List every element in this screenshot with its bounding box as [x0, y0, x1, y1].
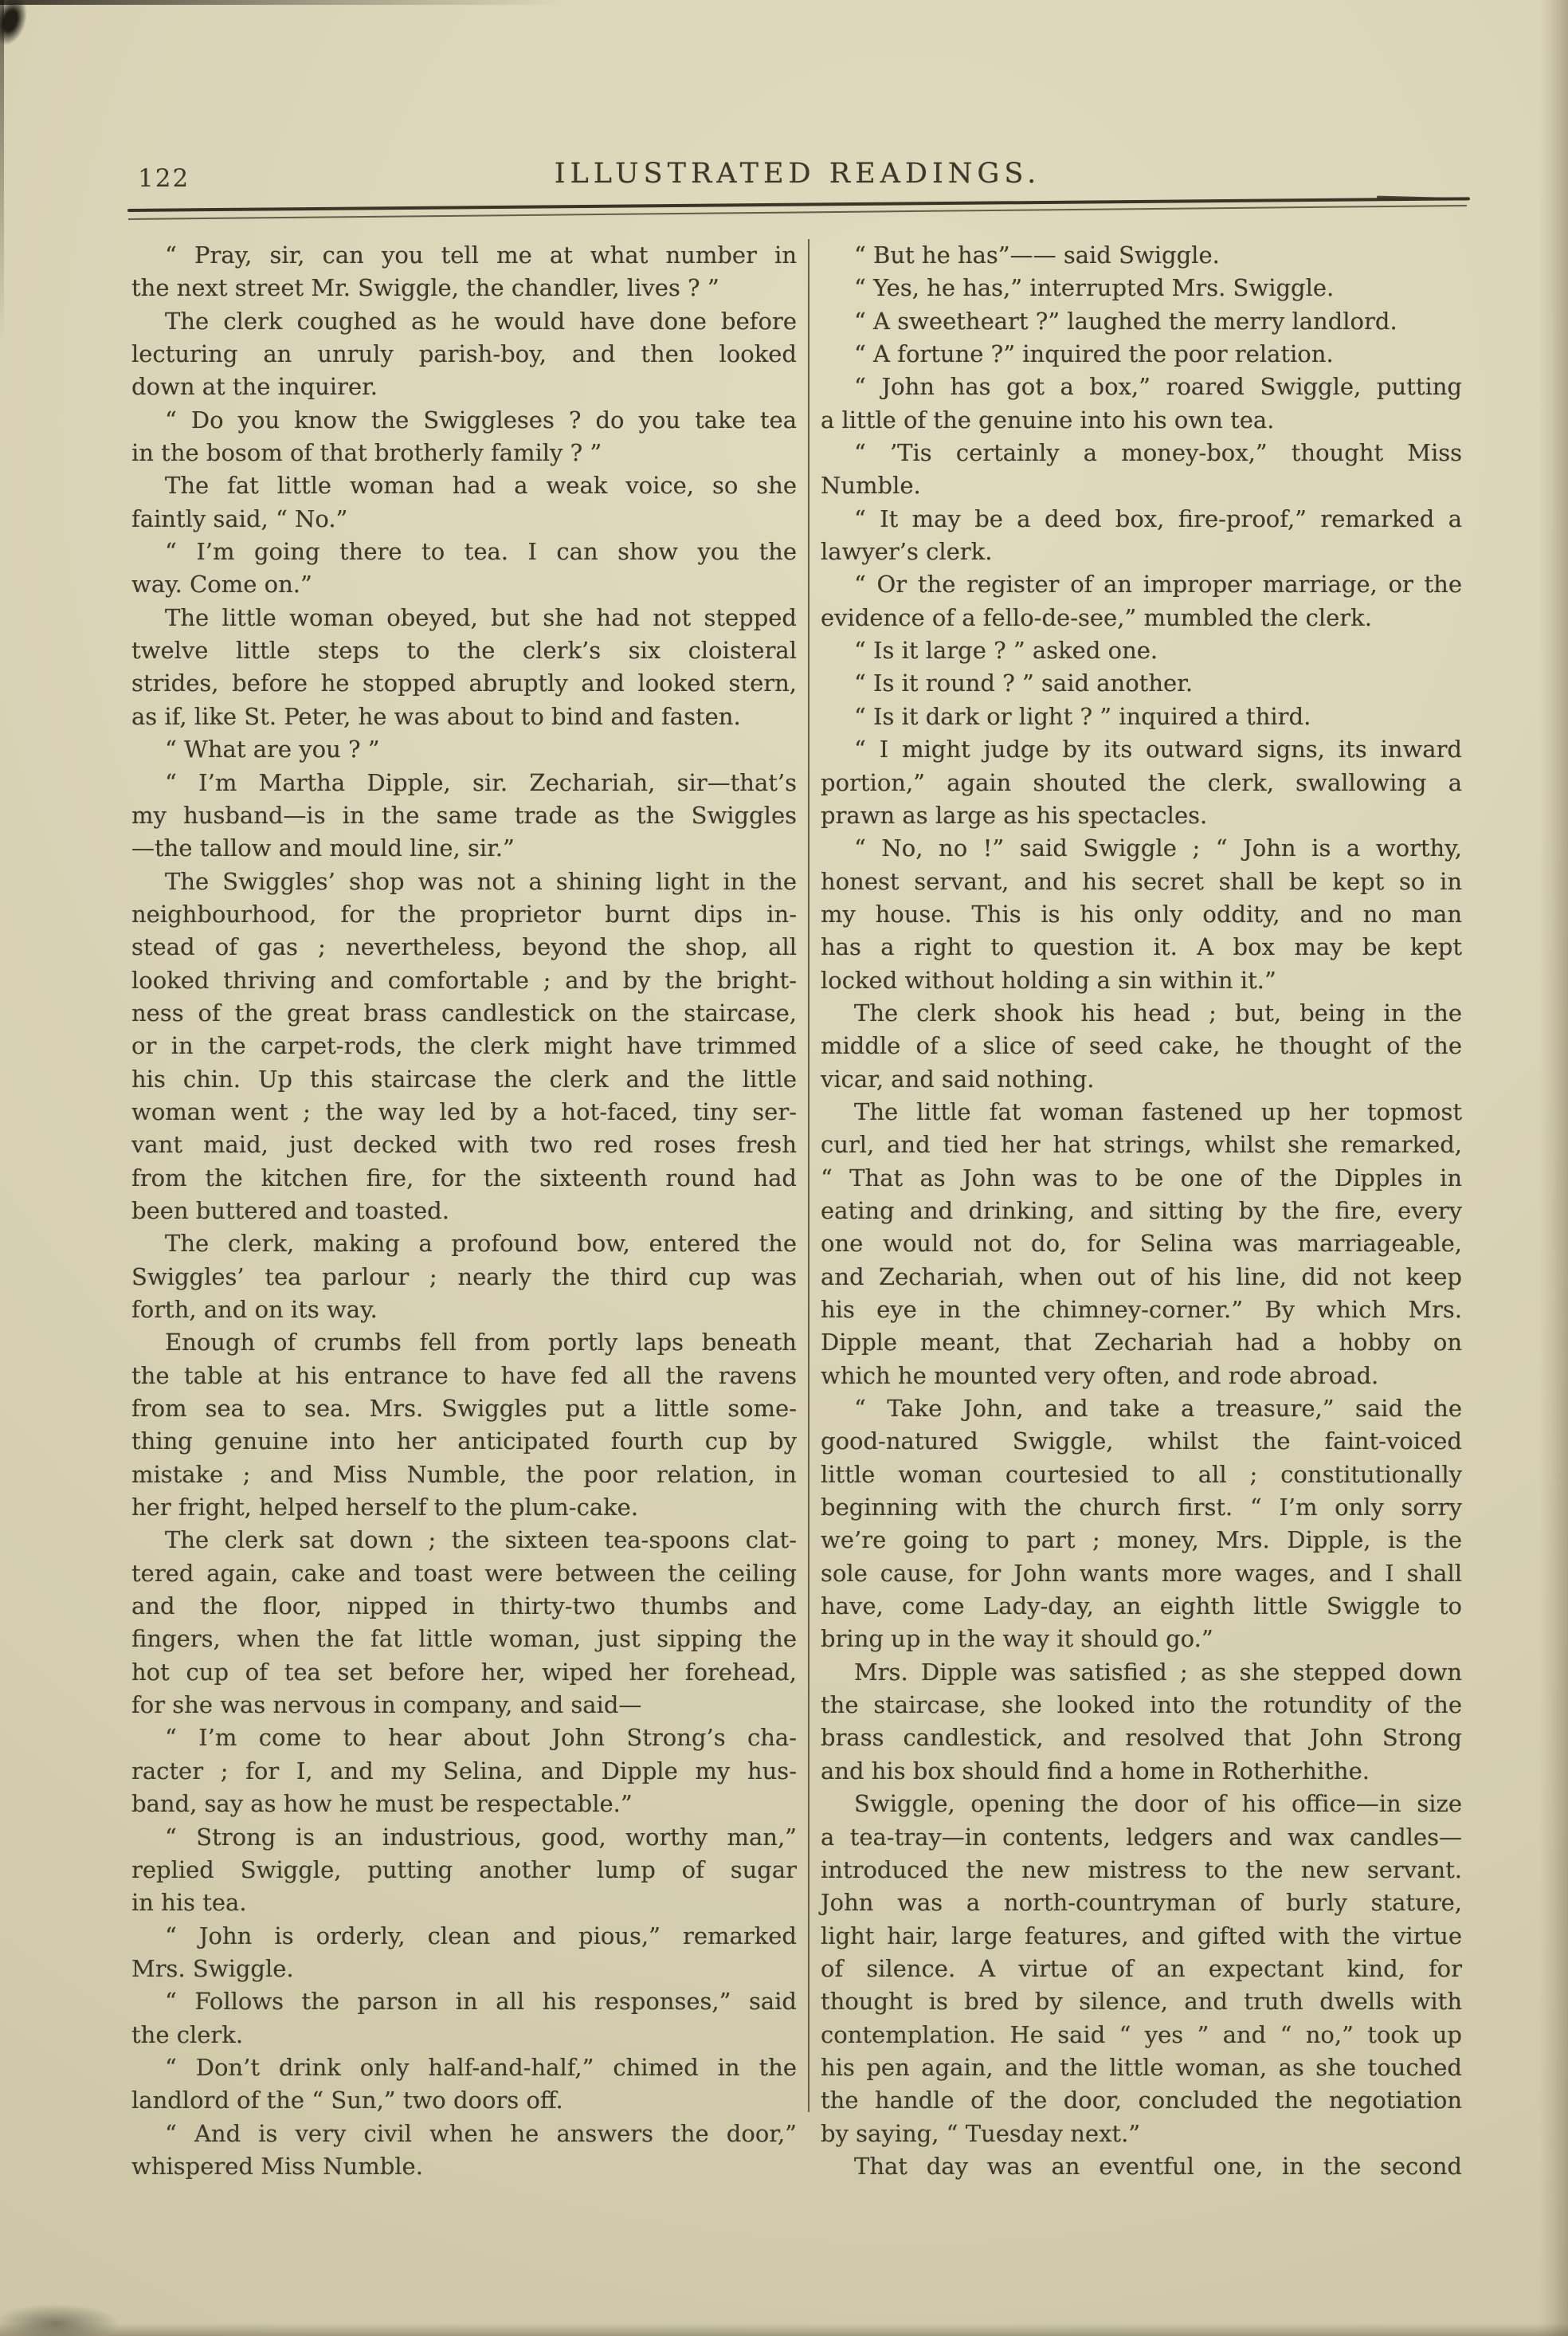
text-line: “ Is it dark or light ? ” inquired a third. [854, 702, 1311, 730]
text-line: thought is bred by silence, and truth dwells with [821, 1988, 1462, 2016]
text-line: down at the inquirer. [131, 373, 378, 401]
text-line: The clerk shook his head ; but, being in the [854, 999, 1462, 1027]
scan-edge-right [1539, 0, 1568, 2336]
text-line: from sea to sea. Mrs. Swiggles put a little some- [131, 1395, 797, 1423]
text-line: locked without holding a sin within it.” [821, 966, 1276, 994]
left-column [131, 239, 797, 2183]
text-line: lawyer’s clerk. [821, 538, 993, 566]
text-line: “ I’m Martha Dipple, sir. Zechariah, sir—that’s [165, 768, 797, 796]
text-line: racter ; for I, and my Selina, and Dipple my hus- [131, 1757, 797, 1784]
text-line: we’re going to part ; money, Mrs. Dipple, is the [821, 1526, 1462, 1554]
text-line: one would not do, for Selina was marriageable, [821, 1230, 1462, 1258]
text-line: and Zechariah, when out of his line, did not keep [821, 1262, 1462, 1290]
text-line: Numble. [821, 472, 921, 500]
text-line: vicar, and said nothing. [821, 1065, 1095, 1093]
text-line: in the bosom of that brotherly family ? ” [131, 439, 602, 467]
text-line: his eye in the chimney-corner.” By which Mrs. [821, 1296, 1462, 1323]
text-line: “ Don’t drink only half-and-half,” chimed in the [165, 2053, 797, 2081]
text-line: introduced the new mistress to the new servant. [821, 1855, 1462, 1883]
text-line: “ Follows the parson in all his responses,” said [165, 1988, 797, 2016]
text-line: has a right to question it. A box may be kept [821, 933, 1462, 961]
scan-edge-top [0, 0, 562, 5]
right-column [821, 239, 1462, 2183]
text-line: Dipple meant, that Zechariah had a hobby on [821, 1329, 1462, 1356]
text-line: way. Come on.” [131, 571, 312, 599]
text-line: The Swiggles’ shop was not a shining light in the [165, 867, 797, 895]
text-line: “ That as John was to be one of the Dipples in [821, 1164, 1462, 1192]
text-line: my husband—is in the same trade as the Swiggles [131, 801, 797, 829]
text-line: “ But he has”—— said Swiggle. [854, 241, 1220, 269]
text-line: the table at his entrance to have fed all the ravens [131, 1361, 797, 1389]
text-line: evidence of a fello-de-see,” mumbled the clerk. [821, 603, 1372, 631]
text-line: replied Swiggle, putting another lump of sugar [131, 1855, 797, 1883]
text-line: The fat little woman had a weak voice, so she [165, 472, 797, 500]
text-line: hot cup of tea set before her, wiped her forehead, [131, 1658, 797, 1686]
text-columns [131, 239, 1464, 2183]
text-line: fingers, when the fat little woman, just sipping the [131, 1625, 797, 1653]
text-line: “ I might judge by its outward signs, its inward [854, 736, 1462, 764]
text-line: “ Yes, he has,” interrupted Mrs. Swiggle. [854, 274, 1335, 302]
text-line: his pen again, and the little woman, as she touched [821, 2053, 1462, 2081]
text-line: The clerk sat down ; the sixteen tea-spoons clat- [165, 1526, 797, 1554]
text-line: from the kitchen fire, for the sixteenth round had [131, 1164, 797, 1192]
text-line: a tea-tray—in contents, ledgers and wax candles— [821, 1823, 1462, 1851]
text-line: the clerk. [131, 2020, 244, 2048]
text-line: —the tallow and mould line, sir.” [131, 834, 515, 862]
text-line: The clerk coughed as he would have done before [165, 307, 797, 335]
text-line: “ Strong is an industrious, good, worthy man,” [165, 1823, 797, 1851]
text-line: Mrs. Dipple was satisfied ; as she stepped down [854, 1658, 1462, 1686]
column-divider [808, 239, 809, 2112]
running-head [131, 158, 1464, 201]
text-line: which he mounted very often, and rode abroad. [821, 1361, 1379, 1389]
text-line: landlord of the “ Sun,” two doors off. [131, 2087, 563, 2114]
text-line: “ Or the register of an improper marriage, or the [854, 571, 1462, 599]
text-line: stead of gas ; nevertheless, beyond the shop, all [131, 933, 797, 961]
text-line: vant maid, just decked with two red roses fresh [131, 1131, 797, 1159]
text-line: curl, and tied her hat strings, whilst she remarked, [821, 1131, 1462, 1159]
text-line: twelve little steps to the clerk’s six cloisteral [131, 637, 797, 665]
text-line: Swiggles’ tea parlour ; nearly the third cup was [131, 1262, 797, 1290]
text-line: her fright, helped herself to the plum-cake. [131, 1494, 639, 1521]
text-line: for she was nervous in company, and said— [131, 1691, 642, 1719]
text-line: thing genuine into her anticipated fourth cup by [131, 1427, 797, 1455]
text-line: of silence. A virtue of an expectant kind, for [821, 1954, 1462, 1982]
text-line: and the floor, nipped in thirty-two thumbs and [131, 1592, 797, 1620]
text-line: “ A fortune ?” inquired the poor relation. [854, 340, 1334, 368]
text-line: have, come Lady-day, an eighth little Swiggle to [821, 1592, 1462, 1620]
text-line: whispered Miss Numble. [131, 2152, 423, 2180]
text-line: neighbourhood, for the proprietor burnt dips in- [131, 900, 797, 928]
text-line: the handle of the door, concluded the negotiation [821, 2087, 1462, 2114]
text-line: portion,” again shouted the clerk, swallowing a [821, 768, 1462, 796]
text-line: by saying, “ Tuesday next.” [821, 2119, 1141, 2147]
text-line: “ Do you know the Swiggleses ? do you take tea [165, 406, 797, 434]
text-line: little woman courtesied to all ; constitutionally [821, 1460, 1462, 1488]
text-line: “ I’m going there to tea. I can show you the [165, 538, 797, 566]
text-line: The little woman obeyed, but she had not stepped [165, 603, 797, 631]
text-line: middle of a slice of seed cake, he thought of the [821, 1032, 1462, 1060]
text-line: eating and drinking, and sitting by the fire, every [821, 1196, 1462, 1224]
text-line: looked thriving and comfortable ; and by the bright- [131, 966, 797, 994]
scan-edge-bottom [0, 2323, 1568, 2336]
text-line: or in the carpet-rods, the clerk might have trimmed [131, 1032, 797, 1060]
text-line: “ Pray, sir, can you tell me at what number in [165, 241, 797, 269]
text-line: good-natured Swiggle, whilst the faint-voiced [821, 1427, 1462, 1455]
text-line: bring up in the way it should go.” [821, 1625, 1213, 1653]
text-line: been buttered and toasted. [131, 1196, 449, 1224]
text-line: mistake ; and Miss Numble, the poor relation, in [131, 1460, 797, 1488]
text-line: his chin. Up this staircase the clerk and the little [131, 1065, 797, 1093]
scan-stain-bottom-left-icon [0, 2304, 120, 2336]
text-line: light hair, large features, and gifted with the virtue [821, 1922, 1462, 1949]
text-line: brass candlestick, and resolved that John Strong [821, 1724, 1462, 1752]
text-line: The little fat woman fastened up her topmost [854, 1097, 1462, 1125]
page-title: ILLUSTRATED READINGS. [554, 158, 1041, 190]
text-line: lecturing an unruly parish-boy, and then looked [131, 340, 797, 368]
text-line: John was a north-countryman of burly stature, [821, 1889, 1462, 1917]
text-line: the next street Mr. Swiggle, the chandler, lives ? ” [131, 274, 719, 302]
text-line: my house. This is his only oddity, and no man [821, 900, 1462, 928]
text-line: Mrs. Swiggle. [131, 1954, 294, 1982]
text-line: sole cause, for John wants more wages, and I shall [821, 1559, 1462, 1587]
text-line: “ A sweetheart ?” laughed the merry landlord. [854, 307, 1397, 335]
text-line: honest servant, and his secret shall be kept so in [821, 867, 1462, 895]
text-line: “ And is very civil when he answers the door,” [165, 2119, 797, 2147]
text-line: “ Is it round ? ” said another. [854, 669, 1194, 697]
scan-edge-left [0, 0, 4, 343]
text-line: The clerk, making a profound bow, entered the [165, 1230, 797, 1258]
text-line: “ It may be a deed box, fire-proof,” remarked a [854, 504, 1462, 532]
text-line: “ No, no !” said Swiggle ; “ John is a worthy, [854, 834, 1462, 862]
text-line: beginning with the church first. “ I’m only sorry [821, 1494, 1462, 1521]
text-line: woman went ; the way led by a hot-faced, tiny ser- [131, 1097, 797, 1125]
text-line: “ Take John, and take a treasure,” said the [854, 1395, 1462, 1423]
text-line: the staircase, she looked into the rotundity of the [821, 1691, 1462, 1719]
text-line: prawn as large as his spectacles. [821, 801, 1208, 829]
text-line: in his tea. [131, 1889, 247, 1917]
text-line: Enough of crumbs fell from portly laps beneath [165, 1329, 797, 1356]
text-line: “ John has got a box,” roared Swiggle, putting [854, 373, 1462, 401]
text-line: band, say as how he must be respectable.” [131, 1790, 633, 1818]
text-line: That day was an eventful one, in the second [854, 2152, 1462, 2180]
text-line: Swiggle, opening the door of his office—in size [854, 1790, 1462, 1818]
page-number: 122 [138, 164, 190, 193]
text-line: forth, and on its way. [131, 1296, 378, 1323]
text-line: contemplation. He said “ yes ” and “ no,” took up [821, 2020, 1462, 2048]
text-line: ness of the great brass candlestick on the staircase, [131, 999, 797, 1027]
text-line: “ Is it large ? ” asked one. [854, 637, 1158, 665]
text-line: “ ’Tis certainly a money-box,” thought Miss [854, 439, 1462, 467]
text-line: a little of the genuine into his own tea. [821, 406, 1275, 434]
text-line: “ What are you ? ” [165, 736, 380, 764]
scan-stain-top-left-icon [0, 0, 41, 61]
text-line: “ John is orderly, clean and pious,” remarked [165, 1922, 797, 1949]
text-line: and his box should find a home in Rotherhithe. [821, 1757, 1370, 1784]
text-line: faintly said, “ No.” [131, 504, 348, 532]
text-line: strides, before he stopped abruptly and looked stern, [131, 669, 797, 697]
text-line: tered again, cake and toast were between the ceiling [131, 1559, 797, 1587]
text-line: as if, like St. Peter, he was about to bind and fasten. [131, 702, 741, 730]
text-line: “ I’m come to hear about John Strong’s cha- [165, 1724, 797, 1752]
